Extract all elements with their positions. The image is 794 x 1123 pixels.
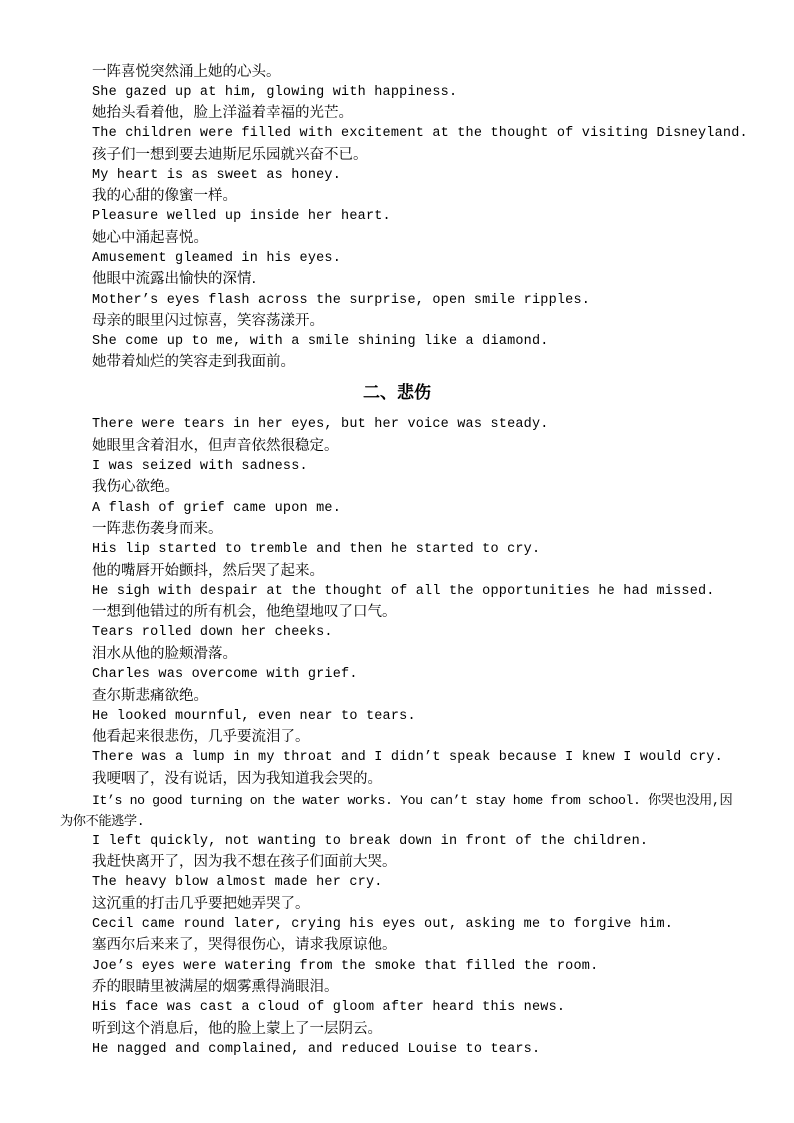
text-line: A flash of grief came upon me. [92,501,342,516]
text-line: 她心中涌起喜悦。 [92,230,208,246]
text-line: The heavy blow almost made her cry. [92,875,383,890]
text-line: She gazed up at him, glowing with happiness. [92,85,458,100]
text-line: His face was cast a cloud of gloom after heard this news. [92,1000,566,1015]
text-line: The children were filled with excitement at the thought of visiting Disneyland. [92,126,748,141]
text-line: Charles was overcome with grief. [92,667,358,682]
text-line: 听到这个消息后，他的脸上蒙上了一层阴云。 [92,1021,382,1037]
text-line: I left quickly, not wanting to break down in front of the children. [92,834,649,849]
text-line: 他眼中流露出愉快的深情. [92,271,257,287]
text-line: He sigh with despair at the thought of all the opportunities he had missed. [92,584,715,599]
text-line: 一阵喜悦突然涌上她的心头。 [92,64,281,80]
text-line: She come up to me, with a smile shining like a diamond. [92,334,549,349]
text-line: 泪水从他的脸颊滑落。 [92,646,237,662]
text-line: 她抬头看着他，脸上洋溢着幸福的光芒。 [92,105,353,121]
text-line: My heart is as sweet as honey. [92,168,342,183]
text-line: Amusement gleamed in his eyes. [92,251,342,266]
text-line: 母亲的眼里闪过惊喜，笑容荡漾开。 [92,313,324,329]
text-line: 一想到他错过的所有机会，他绝望地叹了口气。 [92,604,397,620]
text-line: 她眼里含着泪水，但声音依然很稳定。 [92,438,339,454]
text-line: He nagged and complained, and reduced Louise to tears. [92,1042,541,1057]
text-line: I was seized with sadness. [92,459,308,474]
text-line: Joe’s eyes were watering from the smoke that filled the room. [92,959,599,974]
text-line: Pleasure welled up inside her heart. [92,209,391,224]
text-line: 一阵悲伤袭身而来。 [92,521,223,537]
text-line: There was a lump in my throat and I didn’t speak because I knew I would cry. [92,750,723,765]
text-line: There were tears in her eyes, but her voice was steady. [92,417,549,432]
text-line: Cecil came round later, crying his eyes out, asking me to forgive him. [92,917,674,932]
section-heading: 二、悲伤 [363,383,431,403]
wrapped-paragraph: It’s no good turning on the water works. You can’t stay home from school. 你哭也没用,因为你不能逃学. [60,793,733,829]
text-line: 查尔斯悲痛欲绝。 [92,688,208,704]
text-line: 孩子们一想到要去迪斯尼乐园就兴奋不已。 [92,147,368,163]
text-line: 她带着灿烂的笑容走到我面前。 [92,354,295,370]
text-line: 塞西尔后来来了，哭得很伤心，请求我原谅他。 [92,937,397,953]
text-line: Tears rolled down her cheeks. [92,625,333,640]
text-line: Mother’s eyes flash across the surprise, open smile ripples. [92,293,591,308]
text-line: 他的嘴唇开始颤抖，然后哭了起来。 [92,563,324,579]
text-line: 他看起来很悲伤，几乎要流泪了。 [92,729,310,745]
text-line: 我哽咽了，没有说话，因为我知道我会哭的。 [92,771,382,787]
text-line: 我伤心欲绝。 [92,479,179,495]
text-line: 乔的眼睛里被满屋的烟雾熏得淌眼泪。 [92,979,339,995]
text-line: He looked mournful, even near to tears. [92,709,416,724]
text-line: 我的心甜的像蜜一样。 [92,188,237,204]
text-line: 我赶快离开了，因为我不想在孩子们面前大哭。 [92,854,397,870]
text-line: His lip started to tremble and then he started to cry. [92,542,541,557]
text-line: 这沉重的打击几乎要把她弄哭了。 [92,896,310,912]
